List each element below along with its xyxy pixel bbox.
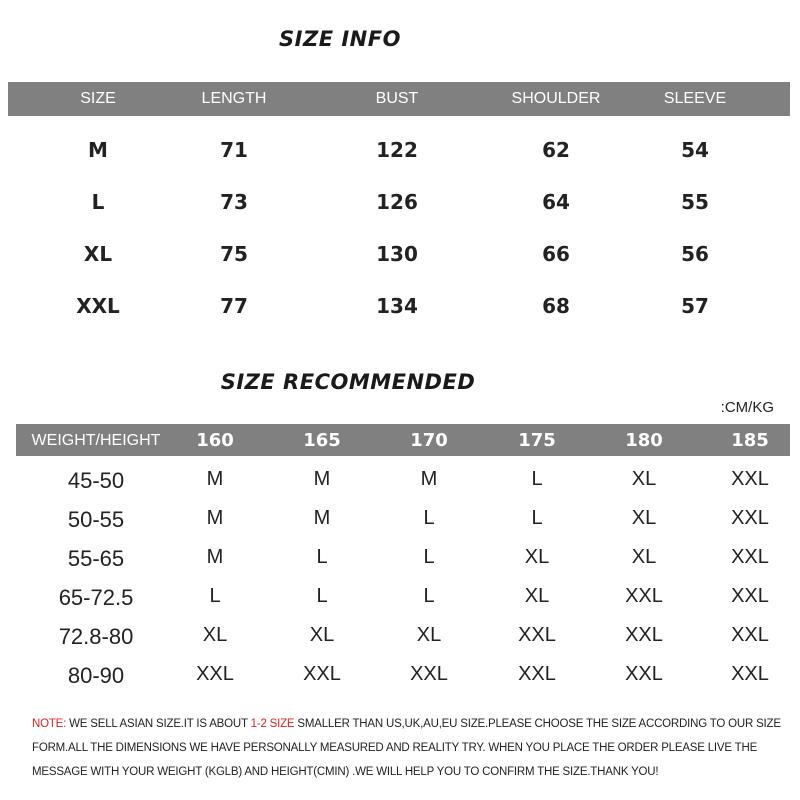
size-info-cell: 134 xyxy=(376,294,418,318)
size-recommended-cell: L xyxy=(531,507,543,529)
size-recommended-cell: M xyxy=(420,468,438,490)
size-info-cell: 55 xyxy=(681,190,709,214)
size-recommended-cell: XXL xyxy=(303,663,341,685)
size-info-cell: 126 xyxy=(376,190,418,214)
size-recommended-cell: XXL xyxy=(625,663,663,685)
size-recommended-title: SIZE RECOMMENDED xyxy=(220,370,476,394)
note-text-before: WE SELL ASIAN SIZE.IT IS ABOUT xyxy=(66,718,251,730)
note-label: NOTE: xyxy=(32,718,67,730)
size-recommended-header-cell: 180 xyxy=(625,430,663,451)
size-recommended-cell: XXL xyxy=(731,507,769,529)
note-highlight: 1-2 SIZE xyxy=(250,718,295,730)
table-row xyxy=(16,624,790,654)
size-recommended-cell: 80-90 xyxy=(67,663,125,688)
table-row xyxy=(16,507,790,537)
size-info-cell: 71 xyxy=(220,138,248,162)
size-recommended-header-cell: 170 xyxy=(410,430,448,451)
size-recommended-cell: XXL xyxy=(625,585,663,607)
unit-label: :CM/KG xyxy=(720,399,774,416)
size-info-cell: XL xyxy=(83,242,113,266)
table-row xyxy=(8,294,790,324)
size-recommended-cell: XXL xyxy=(731,468,769,490)
size-info-cell: 56 xyxy=(681,242,709,266)
size-recommended-cell: M xyxy=(313,507,331,529)
size-recommended-header-cell: 175 xyxy=(518,430,556,451)
size-recommended-cell: XL xyxy=(631,507,657,529)
size-recommended-cell: 65-72.5 xyxy=(58,585,134,610)
size-recommended-cell: 55-65 xyxy=(67,546,125,571)
note-text-after: SMALLER THAN US,UK,AU,EU SIZE.PLEASE CHOOSE THE SIZE ACCORDING TO OUR SIZE FORM.ALL THE DIMENSIONS WE HAVE PERSONALLY MEASURED AND REALITY TRY. WHEN YOU PLACE THE ORDER PLEASE LIVE THE MESSAGE WITH YOUR WEIGHT (KGLB) AND HEIGHT(CMIN) .WE WILL HELP YOU TO CONFIRM THE SIZE.THANK YOU! xyxy=(32,718,781,778)
size-info-header-cell: LENGTH xyxy=(201,90,267,107)
size-recommended-cell: L xyxy=(316,546,328,568)
size-recommended-cell: M xyxy=(206,546,224,568)
size-recommended-cell: XXL xyxy=(518,624,556,646)
size-recommended-cell: 45-50 xyxy=(67,468,125,493)
table-row xyxy=(16,585,790,615)
table-row xyxy=(16,468,790,498)
size-recommended-cell: XXL xyxy=(731,585,769,607)
size-recommended-cell: XL xyxy=(202,624,228,646)
size-recommended-cell: XL xyxy=(416,624,442,646)
size-info-cell: 68 xyxy=(542,294,570,318)
size-recommended-cell: 50-55 xyxy=(67,507,125,532)
size-info-cell: 66 xyxy=(542,242,570,266)
size-recommended-cell: 72.8-80 xyxy=(58,624,134,649)
table-row xyxy=(8,242,790,272)
size-info-cell: 54 xyxy=(681,138,709,162)
size-recommended-header-cell: 165 xyxy=(303,430,341,451)
size-info-cell: 73 xyxy=(220,190,248,214)
size-recommended-cell: L xyxy=(316,585,328,607)
size-info-header-cell: SIZE xyxy=(80,90,116,107)
size-info-header xyxy=(8,82,790,116)
size-recommended-cell: XL xyxy=(524,585,550,607)
size-info-cell: 64 xyxy=(542,190,570,214)
size-recommended-cell: XXL xyxy=(410,663,448,685)
size-info-cell: 75 xyxy=(220,242,248,266)
size-recommended-cell: XL xyxy=(524,546,550,568)
size-info-cell: M xyxy=(88,138,108,162)
size-info-header-cell: SHOULDER xyxy=(511,90,601,107)
size-note xyxy=(32,712,792,784)
table-row xyxy=(8,138,790,168)
size-info-cell: 130 xyxy=(376,242,418,266)
size-info-cell: 62 xyxy=(542,138,570,162)
size-info-cell: 122 xyxy=(376,138,418,162)
size-recommended-cell: L xyxy=(531,468,543,490)
size-info-cell: L xyxy=(91,190,105,214)
size-recommended-cell: XXL xyxy=(196,663,234,685)
size-recommended-cell: XXL xyxy=(518,663,556,685)
size-recommended-cell: XL xyxy=(631,468,657,490)
size-info-header-cell: BUST xyxy=(375,90,419,107)
size-recommended-cell: L xyxy=(209,585,221,607)
table-row xyxy=(8,190,790,220)
size-recommended-cell: L xyxy=(423,585,435,607)
size-recommended-header xyxy=(16,424,790,456)
size-info-cell: 57 xyxy=(681,294,709,318)
size-recommended-header-cell: WEIGHT/HEIGHT xyxy=(31,432,161,449)
size-recommended-cell: L xyxy=(423,507,435,529)
size-recommended-cell: L xyxy=(423,546,435,568)
size-info-title: SIZE INFO xyxy=(279,27,401,51)
size-recommended-header-cell: 160 xyxy=(196,430,234,451)
size-info-cell: XXL xyxy=(76,294,120,318)
size-recommended-cell: M xyxy=(206,468,224,490)
size-recommended-cell: XXL xyxy=(731,663,769,685)
size-info-cell: 77 xyxy=(220,294,248,318)
size-recommended-cell: XXL xyxy=(731,624,769,646)
size-recommended-cell: M xyxy=(206,507,224,529)
size-recommended-cell: XL xyxy=(631,546,657,568)
size-info-header-cell: SLEEVE xyxy=(663,90,727,107)
size-recommended-header-cell: 185 xyxy=(731,430,769,451)
size-recommended-cell: M xyxy=(313,468,331,490)
size-recommended-cell: XL xyxy=(309,624,335,646)
size-recommended-cell: XXL xyxy=(625,624,663,646)
table-row xyxy=(16,663,790,693)
table-row xyxy=(16,546,790,576)
size-recommended-cell: XXL xyxy=(731,546,769,568)
